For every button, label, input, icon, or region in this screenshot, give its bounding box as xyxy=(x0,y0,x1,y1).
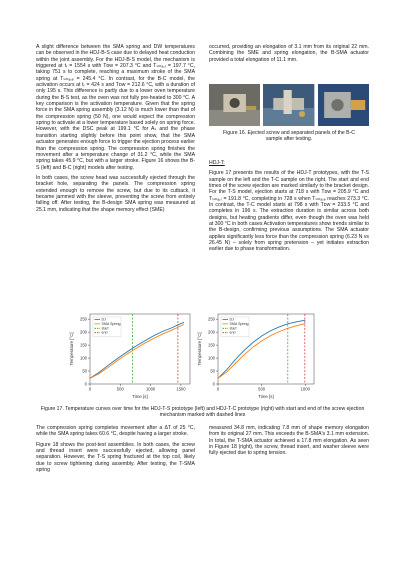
y-tick-label: 0 xyxy=(84,381,87,387)
y-tick-label: 200 xyxy=(80,329,87,335)
paragraph: In both cases, the screw head was successfully ejected through the bracket hole, separating the panels. The compression spring extended enough to remove the screw, but due to its cutback, it became jammed with the sleeve, preventing the screw from entirely falling off. After testing, the B-design SMA spring was measured at 25.1 mm, indicating that the shape memory effect (SME) xyxy=(36,174,195,213)
right-column-lower xyxy=(209,160,369,257)
legend-label: DJ xyxy=(229,317,234,322)
legend-label: start xyxy=(101,326,109,331)
figure-17-caption: Figure 17. Temperature curves over time for the HDJ-T-S prototype (left) and HDJ-T-C prototype (right) with start and end of the screw ejection mechanism marked with dashed lines xyxy=(40,406,365,419)
x-axis-label: Time [s] xyxy=(258,394,274,399)
legend-label: SMA Spring xyxy=(101,321,121,326)
paragraph: A slight difference between the SMA spring and DW temperatures can be observed in the HDJ-B-S case due to delayed heat conduction within the joint assembly. For the HDJ-B-S model, the mechanism is triggered at tᵣ = 1554 s with Tᴅᴡ = 207.3 °C and Tₛₘₐ,ᵣ = 197.7 °C, taking 751 s to complete, reaching a maximum stroke of the SMA spring at Tₛₘₐ,ₑ = 245.4 °C. In contrast, for the B-C model, the activation occurs at tᵣ = 424 s and Tᴅᴡ = 212.6 °C, with a duration of only 195 s. This difference is partly due to a lower oven temperature during the B-S test, as the oven was not fully pre-heated to 300 °C. A key comparison is the activation temperature. Given that the spring force in the SMA spring assembly (3.12 N) is much lower than that of the compression spring (50 N), one would expect the compression spring to activate at a lower temperature based solely on spring force. However, with the DSC peak at 199.1 °C for Aₛ and the phase transition starting slightly before this point show, that the SMA actuator generates enough force to trigger the ejection process earlier than the compression spring. The compression spring finishes the movement after a temperature change of 31.2 °C, while the SMA spring takes 45.9 °C, but with a larger stroke. Figure 16 shows the B-S (left) and B-C (right) models after testing. xyxy=(36,44,195,171)
paragraph: The compression spring completes movement after a ΔT of 25 °C, while the SMA spring takes 60.6 °C, despite having a larger stroke. xyxy=(36,425,195,438)
legend-label: end xyxy=(101,330,108,335)
photo-sample-3 xyxy=(318,84,369,126)
y-tick-label: 100 xyxy=(80,355,87,361)
y-tick-label: 250 xyxy=(208,316,215,322)
x-tick-label: 1000 xyxy=(145,386,156,392)
legend-label: start xyxy=(229,326,237,331)
section-heading: HDJ-T: xyxy=(209,160,225,166)
bottom-right-column xyxy=(209,425,369,461)
legend-label: end xyxy=(229,330,236,335)
bottom-left-column xyxy=(36,425,195,477)
y-tick-label: 150 xyxy=(80,342,87,348)
y-tick-label: 0 xyxy=(212,381,215,387)
chart-hdj-t-c xyxy=(196,308,320,400)
photo-sample-2 xyxy=(263,84,314,126)
x-tick-label: 0 xyxy=(88,386,92,392)
figure-16-caption: Figure 16. Ejected screw and separated panels of the B-C sample after testing. xyxy=(222,130,356,143)
y-tick-label: 250 xyxy=(80,316,87,322)
legend-label: DJ xyxy=(101,317,106,322)
paragraph: Figure 17 presents the results of the HDJ-T prototypes, with the T-S sample on the left and the T-C sample on the right. The start and end times of the screw ejection are marked similarly to the bracket design. For the T-S model, ejection starts at 718 s with Tᴅᴡ = 205.9 °C and Tₛₘₐ,ᵣ = 191.8 °C, completing in 728 s when Tₛₘₐ,ₑ reaches 273.3 °C. In contrast, the T-C model starts at 798 s with Tᴅᴡ = 233.5 °C and completes in 196 s. The extraction duration is similar across both designs, but heating gradients differ, even though the oven was held at 300 °C in both cases Activation temperatures show trends similar to the B-design, confirming previous assumptions. The SMA actuator applies significantly less force than the compression spring (6.23 N vs 26.45 N) – solely from spring pretension – yet initiates extraction earlier due to phase transformation. xyxy=(209,170,369,253)
right-column xyxy=(209,44,369,67)
y-tick-label: 50 xyxy=(82,368,87,374)
y-axis-label: Temperature [°C] xyxy=(69,332,74,366)
left-column xyxy=(36,44,195,217)
x-tick-label: 1000 xyxy=(300,386,310,392)
paragraph: measured 34.8 mm, indicating 7.8 mm of shape memory elongation from its original 27 mm. This exceeds the B-SMA's 3.1 mm extension. In total, the T-SMA actuator achieved a 17.8 mm elongation. As seen in Figure 18 (right), the screw, thread insert, and washer sleeve were fully ejected due to spring tension. xyxy=(209,425,369,457)
paragraph: occurred, providing an elongation of 3.1 mm from its original 22 mm. Combining the SME and spring elongation, the B-SMA actuator provided a total elongation of 11.1 mm. xyxy=(209,44,369,63)
photo-sample-1 xyxy=(209,84,260,126)
y-tick-label: 200 xyxy=(208,329,215,335)
y-tick-label: 100 xyxy=(208,355,215,361)
y-tick-label: 150 xyxy=(208,342,215,348)
y-tick-label: 50 xyxy=(210,368,215,374)
x-tick-label: 0 xyxy=(216,386,220,392)
y-axis-label: Temperature [°C] xyxy=(197,332,202,366)
x-tick-label: 500 xyxy=(116,386,124,392)
legend-label: SMA Spring xyxy=(229,321,249,326)
x-axis-label: Time [s] xyxy=(132,394,148,399)
chart-hdj-t-s xyxy=(68,308,196,400)
x-tick-label: 1500 xyxy=(176,386,186,392)
figure-16-photos xyxy=(209,84,369,126)
paragraph: Figure 18 shows the post-test assemblies. In both cases, the screw and thread insert were successfully ejected, allowing panel separation. However, the T-S spring fractured at the top coil, likely due to screw tightening during assembly. After testing, the T-SMA spring xyxy=(36,441,195,474)
x-tick-label: 500 xyxy=(258,386,266,392)
